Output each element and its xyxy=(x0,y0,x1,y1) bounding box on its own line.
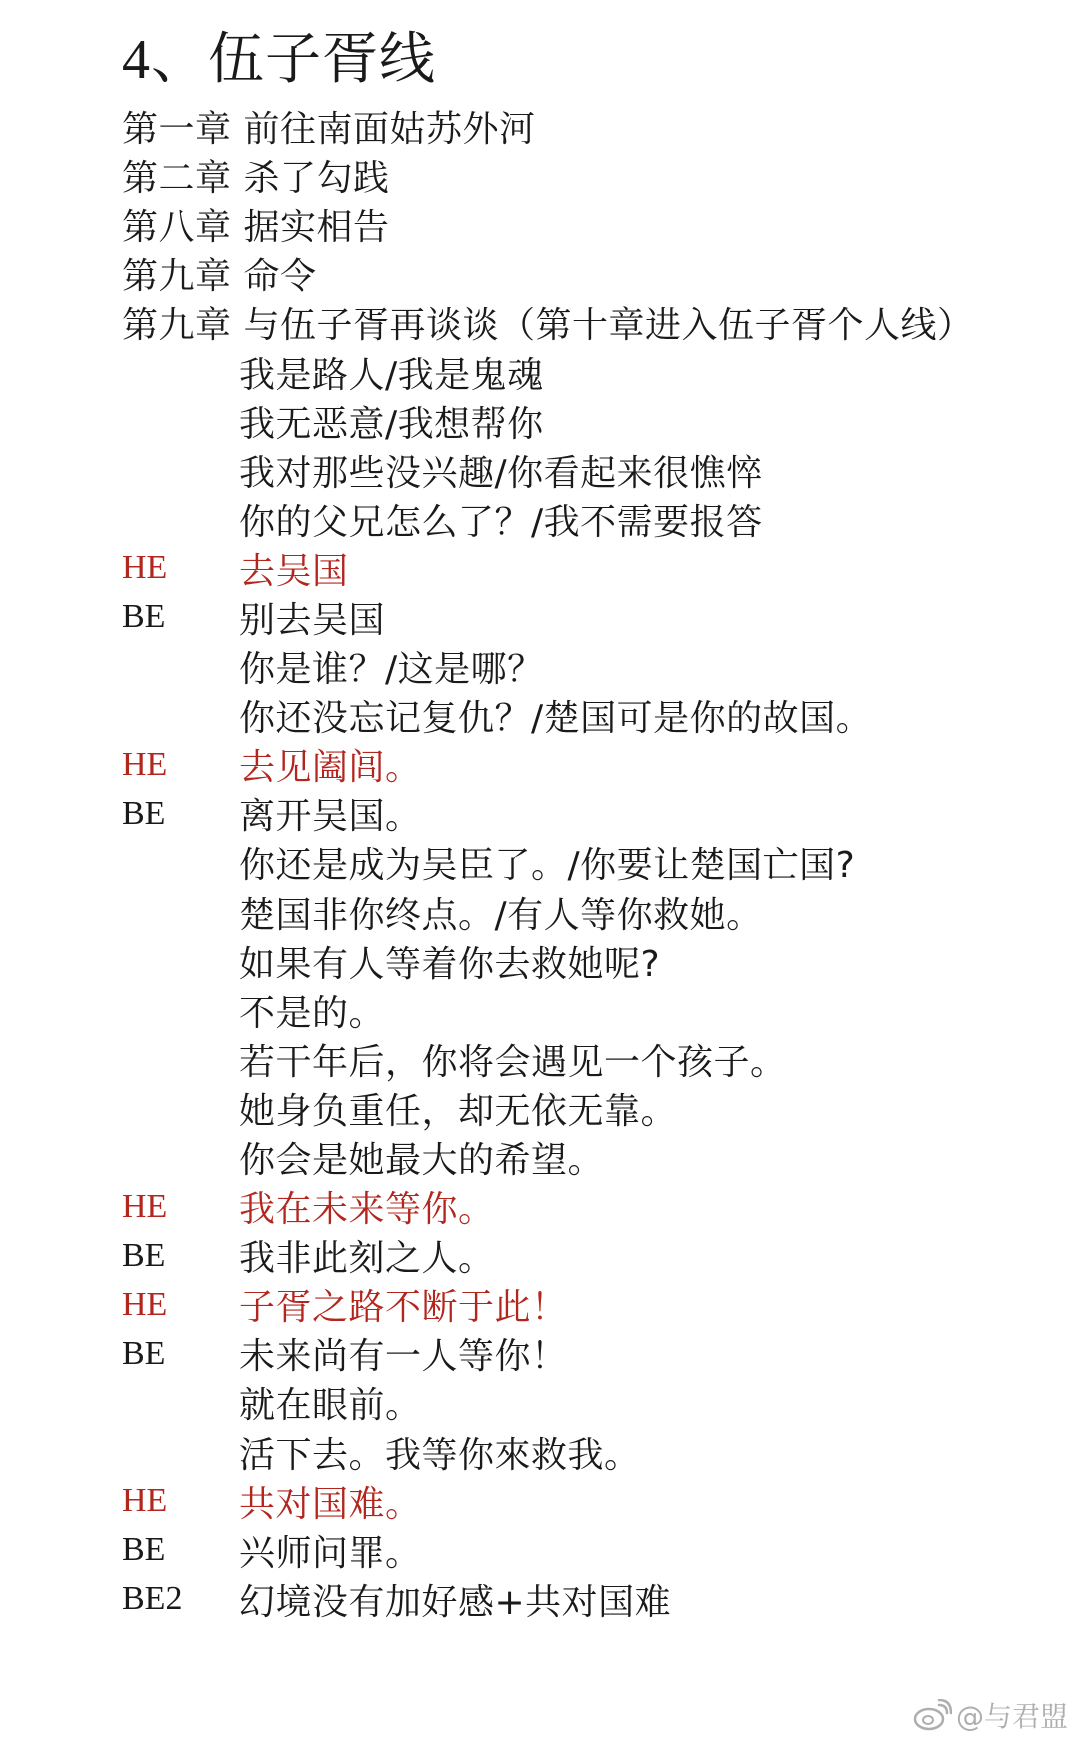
option-list xyxy=(122,347,1062,1623)
chapter-list xyxy=(122,102,1062,347)
chapter-line: 第一章 前往南面姑苏外河 xyxy=(122,109,536,151)
ending-tag: BE xyxy=(122,1531,166,1569)
option-line xyxy=(122,1084,1062,1133)
option-line xyxy=(122,1526,1062,1575)
option-line xyxy=(122,1231,1062,1280)
option-line xyxy=(122,838,1062,887)
ending-tag: BE2 xyxy=(122,1580,183,1618)
option-line xyxy=(122,642,1062,691)
option-line xyxy=(122,1378,1062,1427)
option-line xyxy=(122,397,1062,446)
watermark xyxy=(912,1695,1068,1735)
option-line xyxy=(122,986,1062,1035)
option-text: 你的父兄怎么了？/我不需要报答 xyxy=(239,501,763,543)
ending-tag: BE xyxy=(122,1334,166,1372)
ending-tag: BE xyxy=(122,1236,166,1274)
chapter-line: 第二章 杀了勾践 xyxy=(122,158,390,200)
option-text: 我无恶意/我想帮你 xyxy=(239,403,544,445)
option-text: 我对那些没兴趣/你看起来很憔悴 xyxy=(239,452,763,494)
ending-tag: BE xyxy=(122,794,166,832)
option-text: 兴师问罪。 xyxy=(239,1532,422,1574)
option-text: 就在眼前。 xyxy=(239,1385,422,1427)
option-text: 不是的。 xyxy=(239,992,386,1034)
title-text: 伍子胥线 xyxy=(208,27,436,92)
option-line xyxy=(122,1182,1062,1231)
chapter-line: 第八章 据实相告 xyxy=(122,207,390,249)
ending-tag: BE xyxy=(122,598,166,636)
ending-tag: HE xyxy=(122,1187,168,1225)
option-text: 我在未来等你。 xyxy=(239,1189,495,1231)
ending-tag: HE xyxy=(122,549,168,587)
option-line xyxy=(122,740,1062,789)
option-line xyxy=(122,593,1062,642)
option-line xyxy=(122,789,1062,838)
option-line xyxy=(122,1280,1062,1329)
option-text: 活下去。我等你來救我。 xyxy=(239,1434,641,1476)
option-line xyxy=(122,495,1062,544)
option-text: 我非此刻之人。 xyxy=(239,1238,495,1280)
option-text: 若干年后，你将会遇见一个孩子。 xyxy=(239,1041,787,1083)
ending-tag: HE xyxy=(122,1285,168,1323)
option-text: 共对国难。 xyxy=(239,1483,422,1525)
watermark-text: @与君盟 xyxy=(955,1700,1068,1733)
option-line xyxy=(122,1329,1062,1378)
option-text: 离开吴国。 xyxy=(239,796,422,838)
option-text: 你会是她最大的希望。 xyxy=(239,1140,605,1182)
option-line xyxy=(122,347,1062,396)
title-number: 4、 xyxy=(122,29,208,91)
option-text: 幻境没有加好感+共对国难 xyxy=(239,1581,672,1623)
option-text: 你是谁？/这是哪？ xyxy=(239,649,544,691)
option-text: 我是路人/我是鬼魂 xyxy=(239,354,544,396)
option-text: 楚国非你终点。/有人等你救她。 xyxy=(239,894,763,936)
document xyxy=(122,18,1062,1624)
chapter-line: 第九章 与伍子胥再谈谈（第十章进入伍子胥个人线） xyxy=(122,305,974,347)
option-line xyxy=(122,1035,1062,1084)
option-line xyxy=(122,937,1062,986)
option-line xyxy=(122,446,1062,495)
ending-tag: HE xyxy=(122,745,168,783)
option-line xyxy=(122,691,1062,740)
option-text: 别去吴国 xyxy=(239,599,386,641)
option-text: 子胥之路不断于此！ xyxy=(239,1287,568,1329)
option-line xyxy=(122,1575,1062,1624)
option-line xyxy=(122,1477,1062,1526)
option-line xyxy=(122,1133,1062,1182)
option-text: 未来尚有一人等你！ xyxy=(239,1336,568,1378)
chapter-line: 第九章 命令 xyxy=(122,256,317,298)
option-line xyxy=(122,1428,1062,1477)
option-text: 你还是成为吴臣了。/你要让楚国亡国? xyxy=(239,845,856,887)
option-text: 如果有人等着你去救她呢? xyxy=(239,943,661,985)
option-text: 去吴国 xyxy=(239,550,349,592)
page-title xyxy=(122,18,1062,102)
option-text: 她身负重任，却无依无靠。 xyxy=(239,1090,678,1132)
option-line xyxy=(122,544,1062,593)
weibo-icon xyxy=(912,1699,952,1731)
option-text: 你还没忘记复仇？/楚国可是你的故国。 xyxy=(239,698,873,740)
option-text: 去见阖闾。 xyxy=(239,747,422,789)
ending-tag: HE xyxy=(122,1482,168,1520)
option-line xyxy=(122,888,1062,937)
